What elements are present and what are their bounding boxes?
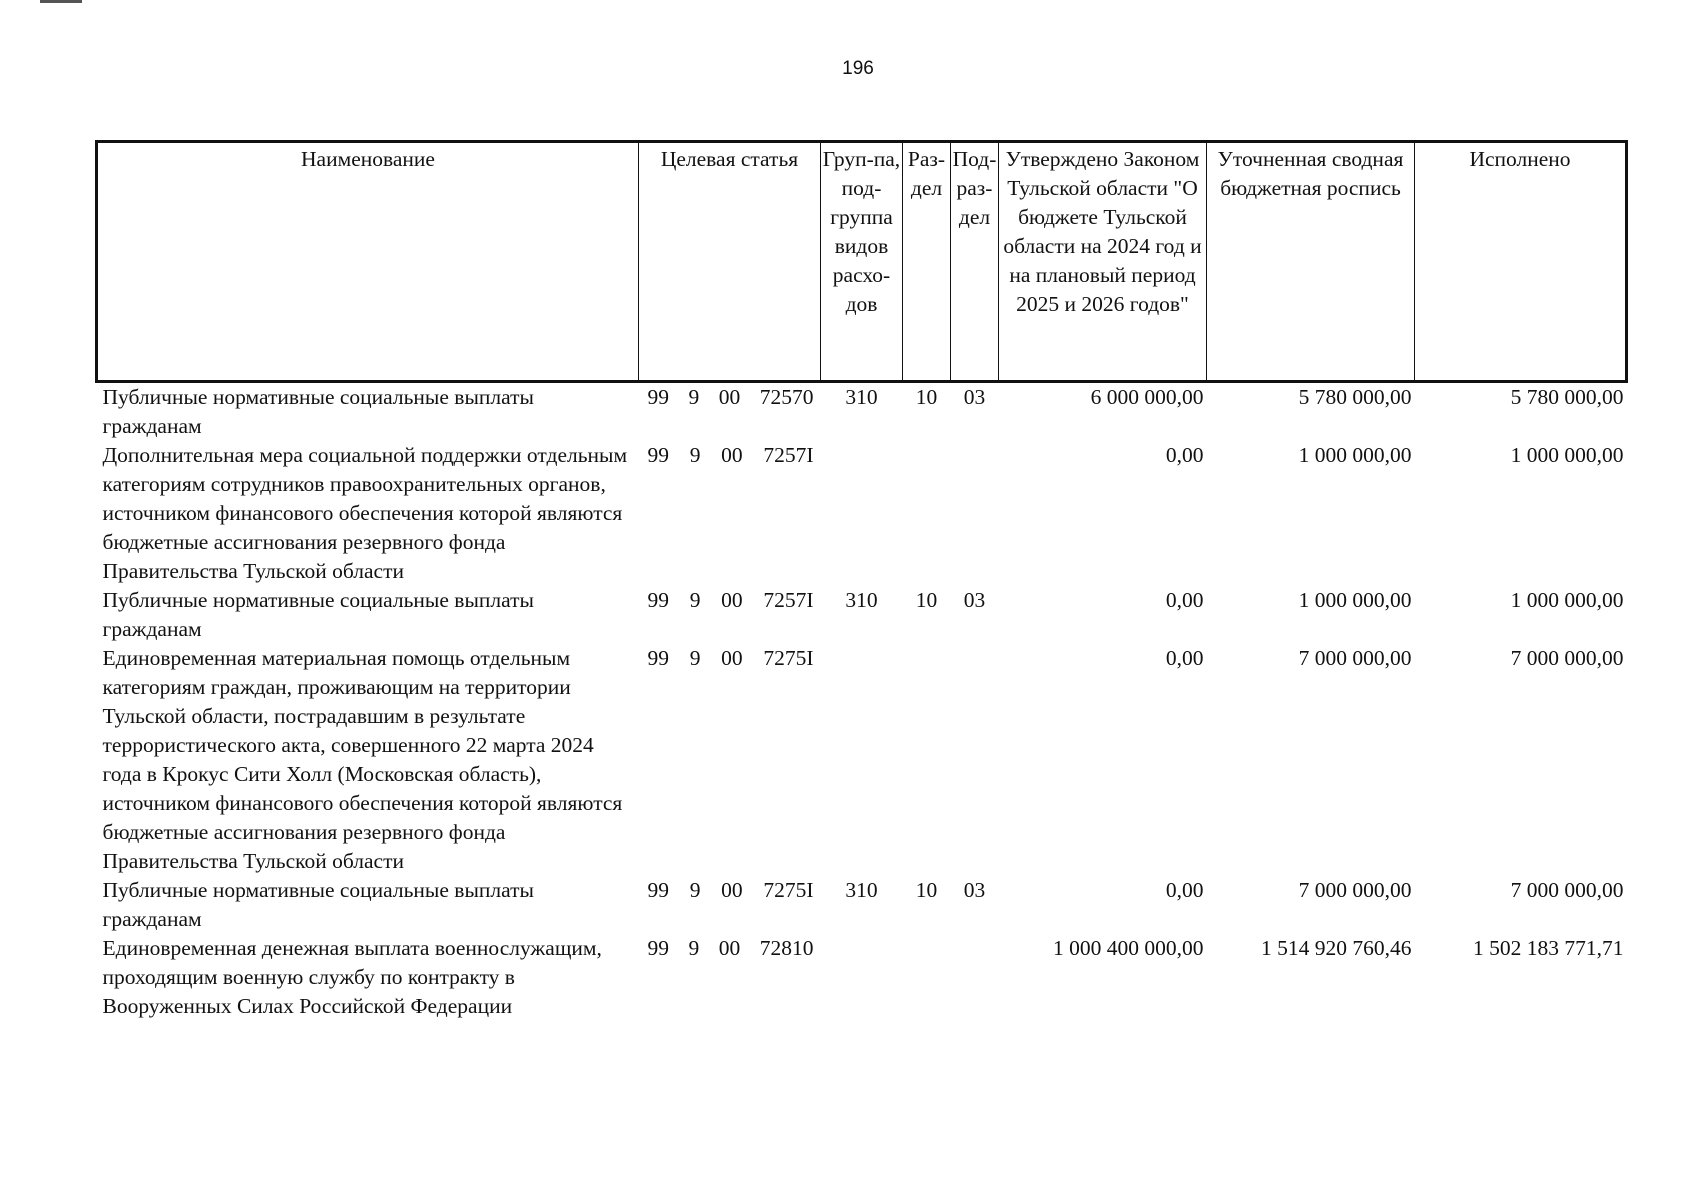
row-approved: 1 000 400 000,00 <box>1053 936 1204 960</box>
row-section <box>903 644 951 876</box>
row-subsection <box>951 934 999 1021</box>
row-subsection <box>951 644 999 876</box>
table-row <box>97 644 1627 876</box>
row-executed: 1 502 183 771,71 <box>1473 936 1624 960</box>
header-executed: Исполнено <box>1415 142 1627 382</box>
table-row <box>97 586 1627 644</box>
row-approved: 0,00 <box>1165 443 1204 467</box>
code-part: 9 <box>689 878 701 902</box>
code-part: 9 <box>688 936 700 960</box>
row-approved: 0,00 <box>1165 646 1204 670</box>
code-part: 9 <box>688 385 700 409</box>
row-executed: 7 000 000,00 <box>1510 878 1624 902</box>
code-part: 72810 <box>759 936 814 960</box>
code-part: 9 <box>689 443 701 467</box>
row-group: 310 <box>845 878 878 902</box>
code-part: 99 <box>647 443 669 467</box>
row-revised: 5 780 000,00 <box>1298 385 1412 409</box>
row-group: 310 <box>845 385 878 409</box>
row-section: 10 <box>915 385 938 409</box>
row-executed: 1 000 000,00 <box>1510 588 1624 612</box>
table-body <box>97 382 1627 1022</box>
row-section <box>903 934 951 1021</box>
table-row <box>97 876 1627 934</box>
row-group <box>821 441 903 586</box>
header-revised: Уточненная сводная бюджетная роспись <box>1207 142 1415 382</box>
code-part: 99 <box>647 646 669 670</box>
header-group: Груп-па, под-группа видов расхо-дов <box>821 142 903 382</box>
row-group <box>821 934 903 1021</box>
header-approved: Утверждено Законом Тульской области "О бюджете Тульской области на 2024 год и на плановый период 2025 и 2026 годов" <box>999 142 1207 382</box>
row-name: Единовременная денежная выплата военнослужащим, проходящим военную службу по контракту в Вооруженных Силах Российской Федерации <box>102 936 602 1018</box>
row-name: Публичные нормативные социальные выплаты гражданам <box>102 588 534 641</box>
row-section: 10 <box>915 588 938 612</box>
row-revised: 7 000 000,00 <box>1298 878 1412 902</box>
row-revised: 7 000 000,00 <box>1298 646 1412 670</box>
row-revised: 1 514 920 760,46 <box>1261 936 1412 960</box>
code-part: 72570 <box>759 385 814 409</box>
code-part: 7257I <box>763 588 814 612</box>
row-code <box>639 876 821 934</box>
code-part: 00 <box>721 443 743 467</box>
row-executed: 7 000 000,00 <box>1510 646 1624 670</box>
budget-table <box>95 140 1628 1021</box>
row-revised: 1 000 000,00 <box>1298 588 1412 612</box>
table-row <box>97 441 1627 586</box>
row-subsection: 03 <box>963 385 986 409</box>
row-subsection: 03 <box>963 588 986 612</box>
row-approved: 6 000 000,00 <box>1090 385 1204 409</box>
table-header <box>97 142 1627 382</box>
header-subsection: Под-раз-дел <box>951 142 999 382</box>
table-row <box>97 382 1627 442</box>
code-part: 00 <box>721 588 743 612</box>
header-name: Наименование <box>97 142 639 382</box>
row-executed: 5 780 000,00 <box>1510 385 1624 409</box>
code-part: 99 <box>647 588 669 612</box>
code-part: 7275I <box>763 646 814 670</box>
code-part: 9 <box>689 646 701 670</box>
row-group <box>821 644 903 876</box>
code-part: 00 <box>721 646 743 670</box>
row-approved: 0,00 <box>1165 588 1204 612</box>
row-approved: 0,00 <box>1165 878 1204 902</box>
table-row <box>97 934 1627 1021</box>
code-part: 99 <box>647 385 669 409</box>
scan-edge-mark <box>40 0 82 3</box>
row-code <box>639 382 821 442</box>
row-code <box>639 934 821 1021</box>
page-number: 196 <box>842 58 874 79</box>
row-code <box>639 644 821 876</box>
code-part: 99 <box>647 878 669 902</box>
row-code <box>639 586 821 644</box>
row-name: Единовременная материальная помощь отдельным категориям граждан, проживающим на территории Тульской области, пострадавшим в результате террористического акта, совершенного 22 марта 2024 года в Крокус Сити Холл (Московская область), источником финансового обеспечения которой являются бюджетные ассигнования резервного фонда Правительства Тульской области <box>102 646 623 873</box>
code-part: 00 <box>721 878 743 902</box>
row-section <box>903 441 951 586</box>
row-name: Публичные нормативные социальные выплаты гражданам <box>102 385 534 438</box>
header-target-article: Целевая статья <box>639 142 821 382</box>
row-code <box>639 441 821 586</box>
row-name: Дополнительная мера социальной поддержки отдельным категориям сотрудников правоохранительных органов, источником финансового обеспечения которой являются бюджетные ассигнования резервного фонда Правительства Тульской области <box>102 443 628 583</box>
header-section: Раз-дел <box>903 142 951 382</box>
code-part: 00 <box>718 936 741 960</box>
row-subsection <box>951 441 999 586</box>
row-section: 10 <box>915 878 938 902</box>
row-group: 310 <box>845 588 878 612</box>
row-subsection: 03 <box>963 878 986 902</box>
code-part: 7257I <box>763 443 814 467</box>
row-name: Публичные нормативные социальные выплаты гражданам <box>102 878 534 931</box>
code-part: 9 <box>689 588 701 612</box>
code-part: 7275I <box>763 878 814 902</box>
row-revised: 1 000 000,00 <box>1298 443 1412 467</box>
code-part: 00 <box>718 385 741 409</box>
row-executed: 1 000 000,00 <box>1510 443 1624 467</box>
code-part: 99 <box>647 936 669 960</box>
